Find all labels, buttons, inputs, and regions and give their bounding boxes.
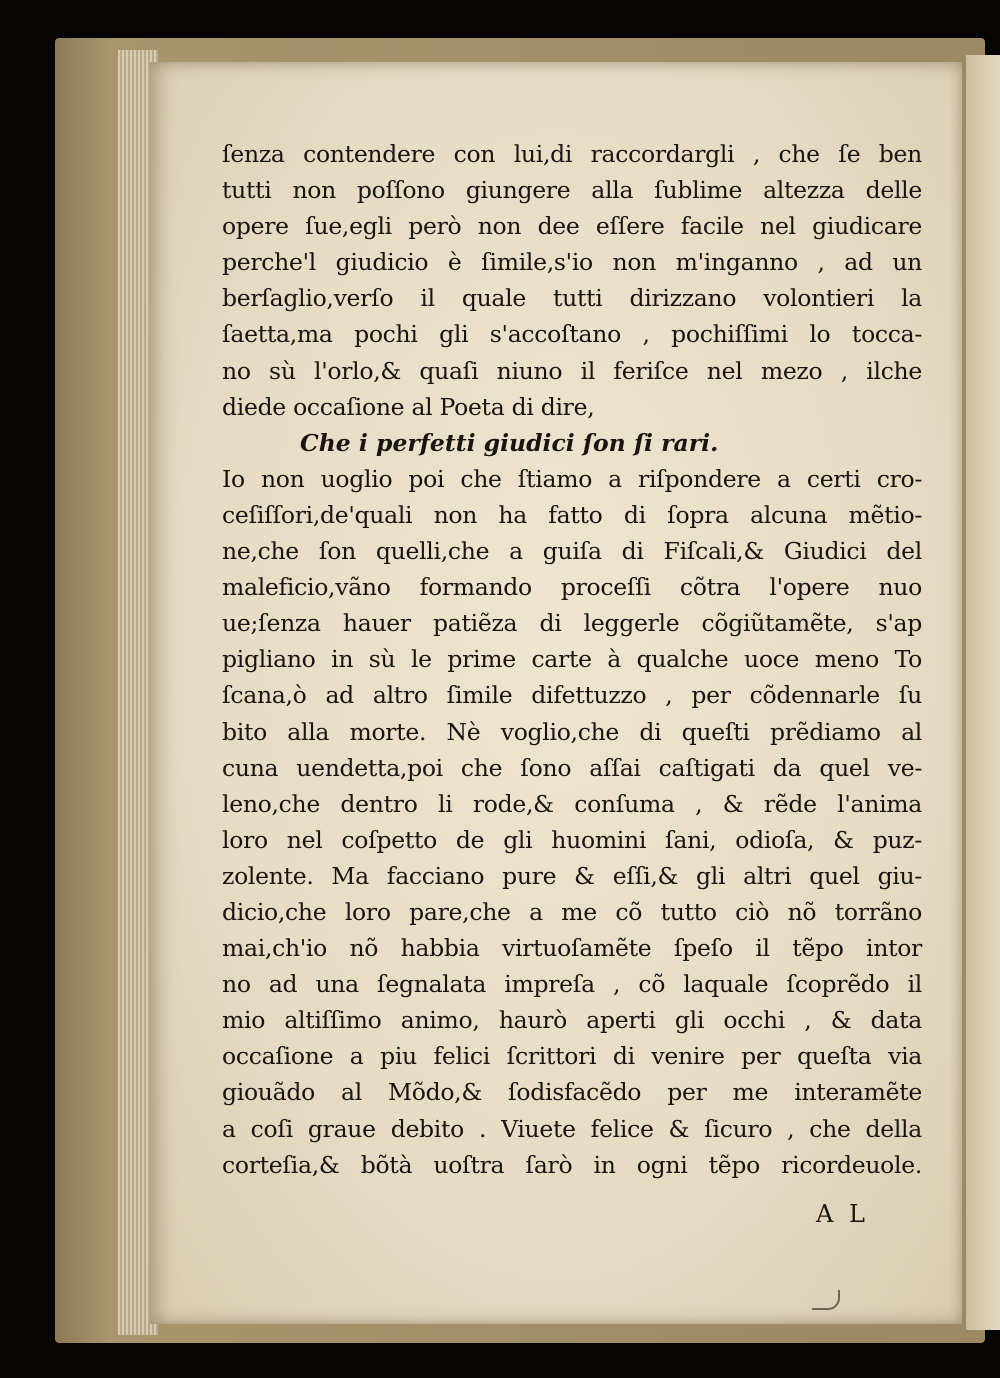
text-line: berſaglio,verſo il quale tutti dirizzano volontieri la	[222, 284, 922, 313]
text-line: mai,ch'io nõ habbia virtuoſamẽte ſpeſo il tẽpo intor	[222, 934, 922, 963]
text-line: zolente. Ma facciano pure & eſſi,& gli altri quel giu-	[222, 861, 922, 890]
text-line: leno,che dentro li rode,& conſuma , & rẽde l'anima	[222, 789, 922, 818]
text-line: opere ſue,egli però non dee eſſere facile nel giudicare	[222, 212, 922, 241]
page-text	[222, 136, 922, 1183]
text-line: ue;ſenza hauer patiẽza di leggerle cõgiũtamẽte, s'ap	[222, 609, 922, 638]
quoted-verse: Che i perfetti giudici ſon ſi rari.	[300, 428, 719, 457]
catchword: A L	[816, 1200, 869, 1228]
text-line: pigliano in sù le prime carte à qualche uoce meno To	[222, 645, 922, 674]
text-line: ſcana,ò ad altro ſimile difettuzzo , per cõdennarle ſu	[222, 681, 922, 710]
text-line: no sù l'orlo,& quaſi niuno il feriſce nel mezo , ilche	[222, 356, 922, 385]
text-line: ne,che ſon quelli,che a guiſa di Fiſcali,& Giudici del	[222, 537, 922, 566]
text-line: occaſione a piu felici ſcrittori di venire per queſta via	[222, 1042, 922, 1071]
text-line: dicio,che loro pare,che a me cõ tutto ciò nõ torrãno	[222, 897, 922, 926]
text-line: ceſiſſori,de'quali non ha fatto di ſopra alcuna mẽtio-	[222, 500, 922, 529]
text-line: a coſi graue debito . Viuete felice & ſicuro , che della	[222, 1114, 922, 1143]
text-line: corteſia,& bõtà uoſtra ſarò in ogni tẽpo ricordeuole.	[222, 1150, 922, 1179]
text-line: cuna uendetta,poi che ſono aſſai caſtigati da quel ve-	[222, 753, 922, 782]
text-line: ſenza contendere con lui,di raccordargli , che ſe ben	[222, 140, 922, 168]
text-line: giouãdo al Mõdo,& ſodisfacẽdo per me interamẽte	[222, 1078, 922, 1107]
text-line: mio altiſſimo animo, haurò aperti gli occhi , & data	[222, 1006, 922, 1035]
text-line: Io non uoglio poi che ſtiamo a riſpondere a certi cro-	[222, 464, 922, 493]
text-line: no ad una ſegnalata impreſa , cõ laquale ſcoprẽdo il	[222, 970, 922, 999]
ink-mark	[812, 1290, 840, 1310]
text-line: tutti non poſſono giungere alla ſublime altezza delle	[222, 176, 922, 205]
text-line: loro nel coſpetto de gli huomini ſani, odioſa, & puz-	[222, 825, 922, 854]
text-line: perche'l giudicio è ſimile,s'io non m'inganno , ad un	[222, 248, 922, 277]
text-line: maleficio,vãno formando proceſſi cõtra l'opere nuo	[222, 573, 922, 602]
text-line: diede occaſione al Poeta di dire,	[222, 392, 595, 421]
text-line: ſaetta,ma pochi gli s'accoſtano , pochiſſimi lo tocca-	[222, 320, 922, 349]
facing-page-edge	[966, 55, 1000, 1330]
text-line: bito alla morte. Nè voglio,che di queſti prẽdiamo al	[222, 717, 922, 746]
